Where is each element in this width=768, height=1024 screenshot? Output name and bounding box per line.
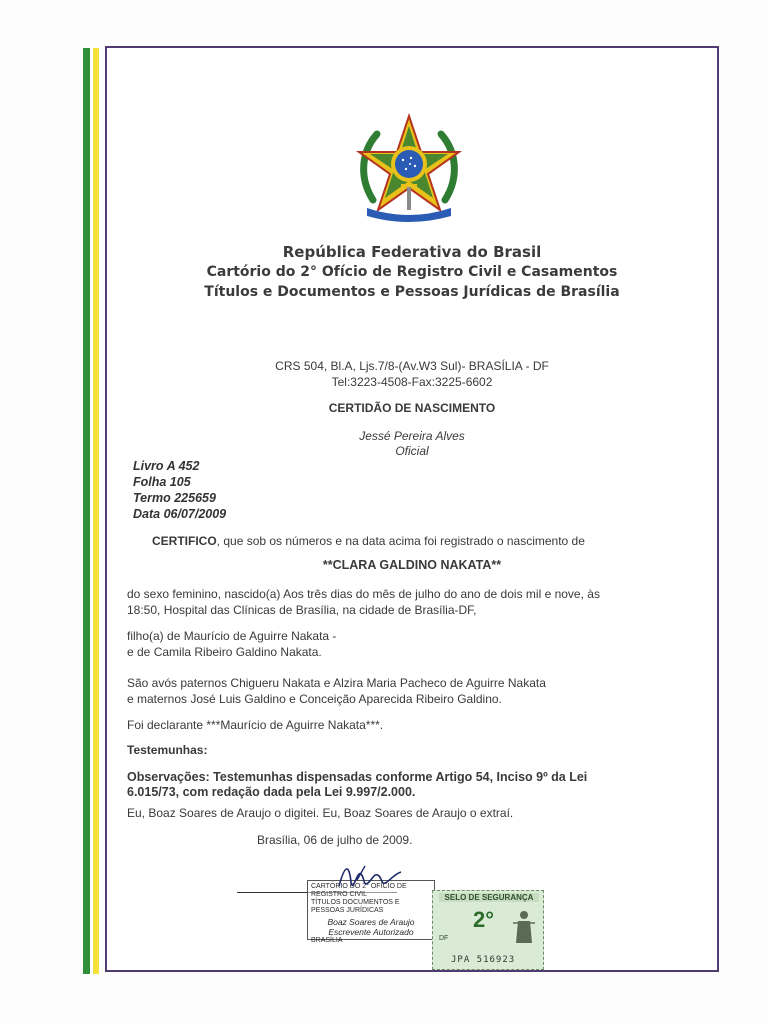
registry-term: Termo 225659 [133,491,216,505]
observations-line-1: Observações: Testemunhas dispensadas conforme Artigo 54, Inciso 9º da Lei [127,770,588,784]
flag-stripe-green [83,48,90,974]
father: filho(a) de Maurício de Aguirre Nakata - [127,629,337,643]
certify-statement [152,533,712,549]
seal-state: DF [439,935,449,942]
address-street: CRS 504, Bl.A, Ljs.7/8-(Av.W3 Sul)- BRASÍLIA - DF [275,359,549,373]
stamp-line-2: TÍTULOS DOCUMENTOS E PESSOAS JURÍDICAS [311,899,400,914]
stamp-line-1: CARTÓRIO DO 2° OFÍCIO DE REGISTRO CIVIL [311,883,407,898]
republic-title: República Federativa do Brasil [282,243,542,261]
certify-text: , que sob os números e na data acima foi registrado o nascimento de [216,534,585,548]
maternal-grandparents: e maternos José Luis Galdino e Conceição Aparecida Ribeiro Galdino. [127,692,502,706]
office-subtitle: Títulos e Documentos e Pessoas Jurídicas de Brasília [204,284,620,300]
justice-figure-icon [511,909,537,945]
document-title: CERTIDÃO DE NASCIMENTO [328,401,496,415]
office-address [107,358,717,390]
flag-stripe-yellow [93,48,99,974]
official-name: Jessé Pereira Alves [359,429,465,443]
mother: e de Camila Ribeiro Galdino Nakata. [127,645,322,659]
birth-line-1: do sexo feminino, nascido(a) Aos três dias do mês de julho do ano de dois mil e nove, às [127,587,600,601]
seal-ordinal: 2° [473,907,495,932]
birth-details [127,586,697,618]
registry-book: Livro A 452 [133,459,200,473]
child-name: **CLARA GALDINO NAKATA** [322,558,502,572]
stamp-clerk-name: Boaz Soares de Araujo [327,917,415,927]
official-block [107,429,717,459]
brazil-coat-of-arms-icon [353,112,465,224]
stamp-city: BRASÍLIA [311,937,343,944]
certify-label: CERTIFICO [152,534,217,548]
office-name: Cartório do 2° Ofício de Registro Civil e Casamentos [206,264,618,280]
registry-info [133,458,226,522]
registry-date: Data 06/07/2009 [133,507,227,521]
declarant: Foi declarante ***Maurício de Aguirre Nakata***. [127,718,384,732]
observations [127,770,697,800]
grandparents [127,675,697,707]
security-seal [432,890,544,970]
observations-line-2: 6.015/73, com redação dada pela Lei 9.997/2.000. [127,785,416,799]
typed-by: Eu, Boaz Soares de Araujo o digitei. Eu, Boaz Soares de Araujo o extraí. [127,806,514,820]
parents [127,628,697,660]
seal-header: SELO DE SEGURANÇA [439,893,539,902]
birth-certificate [105,46,719,972]
paternal-grandparents: São avós paternos Chigueru Nakata e Alzira Maria Pacheco de Aguirre Nakata [127,676,546,690]
official-role: Oficial [395,444,429,458]
place-and-date: Brasília, 06 de julho de 2009. [257,833,413,847]
stamp-clerk-role: Escrevente Autorizado [328,927,414,937]
registry-sheet: Folha 105 [133,475,191,489]
registry-office-header [107,242,717,302]
signature-icon [335,860,405,896]
address-phone: Tel:3223-4508-Fax:3225-6602 [331,375,493,389]
birth-line-2: 18:50, Hospital das Clínicas de Brasília, na cidade de Brasília-DF, [127,603,477,617]
witnesses-label: Testemunhas: [127,743,208,757]
seal-serial-number: JPA 516923 [451,955,516,965]
